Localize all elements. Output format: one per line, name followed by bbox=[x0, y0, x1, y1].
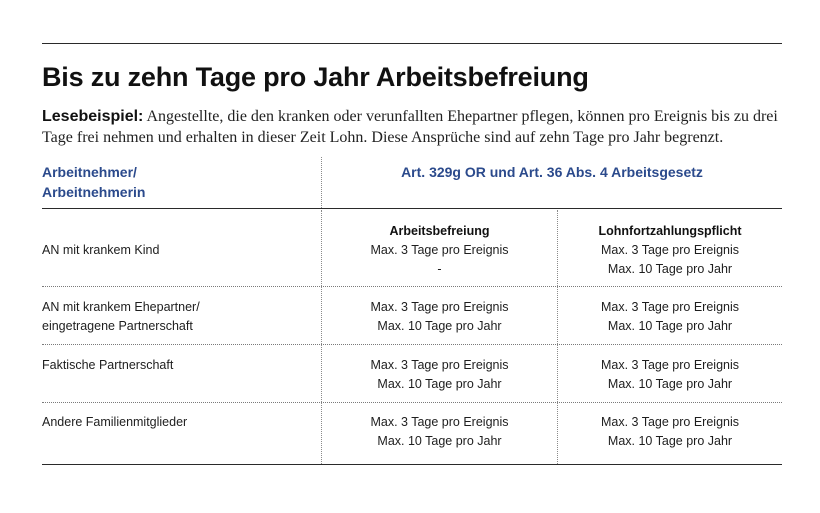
column-title-leave: Arbeitsbefreiung bbox=[389, 224, 490, 238]
table-cell-leave bbox=[322, 413, 557, 451]
header-rule bbox=[42, 208, 782, 209]
table-header-employee-line-2: Arbeitnehmerin bbox=[42, 184, 146, 200]
table-row-label bbox=[42, 298, 312, 336]
row-label-line: Faktische Partnerschaft bbox=[42, 358, 174, 372]
cell-line: Max. 10 Tage pro Jahr bbox=[607, 434, 733, 448]
table-header-employee bbox=[42, 162, 302, 202]
column-divider bbox=[321, 157, 322, 208]
cell-line: Max. 3 Tage pro Ereignis bbox=[370, 358, 509, 372]
page-title: Bis zu zehn Tage pro Jahr Arbeitsbefreiung bbox=[42, 62, 589, 92]
column-title-pay: Lohnfortzahlungspflicht bbox=[598, 224, 742, 238]
cell-line: Max. 3 Tage pro Ereignis bbox=[600, 415, 740, 429]
cell-line: Max. 3 Tage pro Ereignis bbox=[370, 300, 509, 314]
row-label-line: AN mit krankem Ehepartner/ bbox=[42, 300, 200, 314]
cell-line: Max. 10 Tage pro Jahr bbox=[377, 434, 502, 448]
cell-line: Max. 3 Tage pro Ereignis bbox=[370, 415, 509, 429]
table-row-label bbox=[42, 413, 312, 432]
table-cell-leave bbox=[322, 222, 557, 279]
table-cell-pay bbox=[558, 222, 782, 279]
table-header-law: Art. 329g OR und Art. 36 Abs. 4 Arbeitsgesetz bbox=[401, 164, 703, 180]
cell-line: Max. 10 Tage pro Jahr bbox=[607, 377, 733, 391]
row-divider bbox=[42, 286, 782, 287]
cell-line: Max. 10 Tage pro Jahr bbox=[377, 377, 502, 391]
cell-line: Max. 3 Tage pro Ereignis bbox=[600, 358, 740, 372]
cell-line: Max. 3 Tage pro Ereignis bbox=[370, 243, 509, 257]
bottom-rule bbox=[42, 464, 782, 465]
cell-line: - bbox=[437, 262, 442, 276]
row-label-line: eingetragene Partnerschaft bbox=[42, 319, 193, 333]
table-cell-pay bbox=[558, 298, 782, 336]
table-cell-pay bbox=[558, 356, 782, 394]
table-row-label bbox=[42, 241, 312, 260]
row-label-line: AN mit krankem Kind bbox=[42, 243, 160, 257]
row-divider bbox=[42, 402, 782, 403]
cell-line: Max. 3 Tage pro Ereignis bbox=[600, 300, 740, 314]
reading-example-label: Lesebeispiel: bbox=[42, 108, 144, 125]
cell-line: Max. 3 Tage pro Ereignis bbox=[600, 243, 740, 257]
table-cell-pay bbox=[558, 413, 782, 451]
cell-line: Max. 10 Tage pro Jahr bbox=[607, 262, 733, 276]
table-row-label bbox=[42, 356, 312, 375]
cell-line: Max. 10 Tage pro Jahr bbox=[377, 319, 502, 333]
reading-example-text: Angestellte, die den kranken oder verunfallten Ehepartner pflegen, können pro Ereignis bis zu drei Tage frei nehmen und erhalten in dieser Zeit Lohn. Diese Ansprüche sind auf zehn Tage pro Jahr begrenzt. bbox=[42, 108, 778, 146]
row-label-line: Andere Familienmitglieder bbox=[42, 415, 188, 429]
reading-example bbox=[42, 106, 784, 148]
table-cell-leave bbox=[322, 356, 557, 394]
table-cell-leave bbox=[322, 298, 557, 336]
row-divider bbox=[42, 344, 782, 345]
cell-line: Max. 10 Tage pro Jahr bbox=[607, 319, 733, 333]
top-rule bbox=[42, 43, 782, 44]
table-header-employee-line-1: Arbeitnehmer/ bbox=[42, 164, 137, 180]
